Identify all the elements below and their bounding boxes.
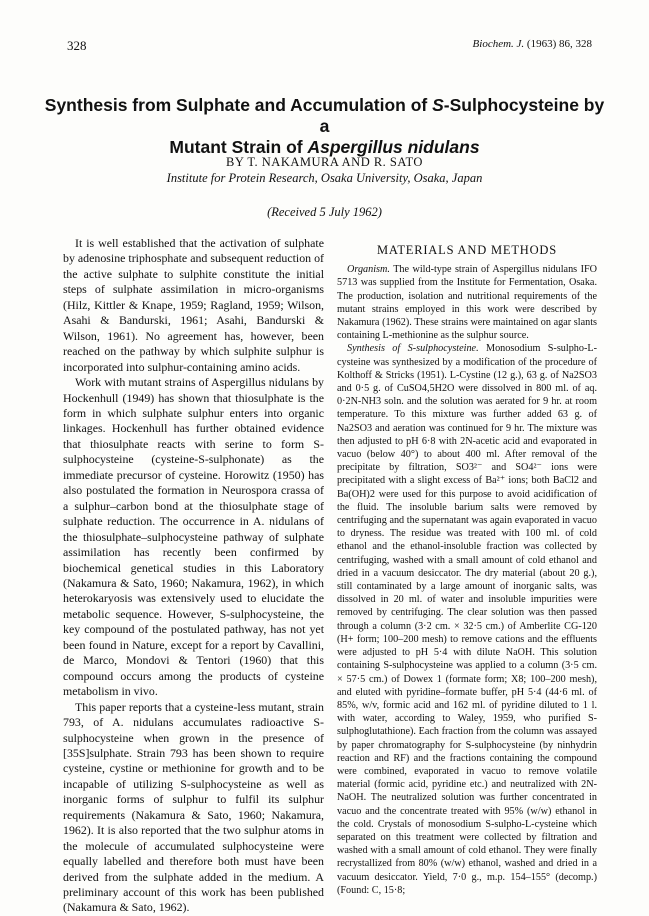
synthesis-run-in-head: Synthesis of S-sulphocysteine. [347, 343, 479, 355]
methods-paragraph-organism [337, 263, 597, 342]
journal-volume-page: (1963) 86, 328 [526, 38, 592, 50]
organism-run-in-head: Organism. [347, 264, 390, 276]
intro-paragraph-2: Work with mutant strains of Aspergillus nidulans by Hockenhull (1949) has shown that thiosulphate is the form in which sulphate sulphur enters into organic linkages. Hockenhull has further obtained evidence that thiosulphate reacts with serine to form S-sulphocysteine (cysteine-S-sulphonate) as the immediate precursor of cysteine. Horowitz (1950) has also postulated the formation in Neurospora crassa of a sulphur–carbon bond at the thiosulphate stage of sulphate reduction. The occurrence in A. nidulans of the thiosulphate–sulphocysteine pathway of sulphate assimilation has recently been confirmed by biochemical genetical studies in this Laboratory (Nakamura & Sato, 1960; Nakamura, 1962), in which heterokaryosis was extensively used to elucidate the metabolic sequence. However, S-sulphocysteine, the key compound of the postulated pathway, has not yet been found in Nature, except for a report by Cavallini, de Marco, Mondovi & Tentori (1960) that this compound occurs among the products of cysteine metabolism in vivo. [63, 375, 324, 699]
synthesis-text: Monosodium S-sulpho-L-cysteine was synthesized by a modification of the procedure of Kolthoff & Stricks (1951). L-Cystine (12 g.), 63 g. of Na2SO3 and 0·5 g. of CuSO4,5H2O were dissolved in 800 ml. of aq. 0·2N-NH3 soln. and the solution was aerated for 9 hr. at room temperature. To this mixture was further added 63 g. of Na2SO3 and aeration was continued for 9 hr. The mixture was then adjusted to pH 6·8 with 2N-acetic acid and evaporated in vacuo (below 40°) to about 400 ml. After removal of the precipitate by filtration, SO3²⁻ and SO4²⁻ ions were precipitated with a slight excess of Ba²⁺ ions; both BaCl2 and Ba(OH)2 were used for this purpose to avoid acidification of the fluid. The insoluble barium salts were removed by centrifuging and the supernatant was again evaporated in vacuo to dryness. The residue was treated with 100 ml. of cold ethanol and the ethanol-insoluble fraction was collected by centrifuging, washed with a small amount of cold ethanol and dried in a vacuum desiccator. The dry material (about 20 g.), still contaminated by a large amount of inorganic salts, was dissolved in 20 ml. of water and insoluble impurities were removed by centrifuging. The clear solution was then passed through a column (3·2 cm. × 32·5 cm.) of Amberlite CG-120 (H+ form; 100–200 mesh) to remove cations and the effluents were adjusted to pH 5·4 with dilute NaOH. This solution containing S-sulphocysteine was applied to a column (3·5 cm. × 57·5 cm.) of Dowex 1 (formate form; X8; 100–200 mesh), and eluted with pyridine–formate buffer, pH 5·4 (44·6 ml. of 85%, w/v, formic acid and 162 ml. of pyridine diluted to 1 l. with water, according to Waley, 1959, who purified S-sulphoglutathione). Each fraction from the column was assayed by paper chromatography for S-sulphocysteine (by ninhydrin reaction and RF) and the fractions containing the compound were combined, evaporated in vacuo to remove volatile material (formic acid, pyridine etc.) and neutralized with 2N-NaOH. The neutralized solution was further concentrated in vacuo and the concentrate treated with 95% (w/w) ethanol in the cold. Crystals of monosodium S-sulpho-L-cysteine which separated on this treatment were collected by filtration and washed with a small amount of cold ethanol. They were finally recrystallized from 80% (w/w) ethanol, washed and dried in a vacuum desiccator. Yield, 7·0 g., m.p. 154–155° (decomp.) (Found: C, 15·8; [337, 343, 597, 896]
title-italic-2: Aspergillus nidulans [307, 137, 480, 157]
authors: BY T. NAKAMURA AND R. SATO [226, 155, 423, 169]
title-part-2: -Sulphocysteine by a [319, 95, 605, 136]
intro-paragraph-3: This paper reports that a cysteine-less mutant, strain 793, of A. nidulans accumulates radioactive S-sulphocysteine when grown in the presence of [35S]sulphate. Strain 793 has been shown to require cysteine, cystine or methionine for growth and to be incapable of utilizing S-sulphocysteine as well as inorganic forms of sulphur to fulfil its sulphur requirements (Nakamura & Sato, 1960; Nakamura, 1962). It is also reported that the two sulphur atoms in the molecule of accumulated sulphocysteine were equally labelled and therefore both must have been derived from the sulphate added in the medium. A preliminary account of this work has been published (Nakamura & Sato, 1962). [63, 699, 324, 915]
intro-paragraph-1: It is well established that the activation of sulphate by adenosine triphosphate and subsequent reduction of the active sulphate to sulphite constitute the initial steps of sulphate assimilation in micro-organisms (Hilz, Kittler & Knape, 1959; Ragland, 1959; Wilson, Asahi & Bandurski, 1961; Asahi, Bandurski & Wilson, 1961). No agreement has, however, been reached on the pathway by which sulphite sulphur is incorporated into sulphur-containing amino acids. [63, 236, 324, 374]
right-column [337, 236, 597, 897]
organism-text: The wild-type strain of Aspergillus nidulans IFO 5713 was supplied from the Institute for Fermentation, Osaka. The production, isolation and nutritional requirements of the mutant strains employed in this work were described by Nakamura (1962). These strains were maintained on agar slants containing L-methionine as the sulphur source. [337, 264, 597, 342]
article-title [40, 95, 609, 158]
methods-paragraph-synthesis [337, 342, 597, 897]
journal-reference [473, 38, 592, 50]
received-date: (Received 5 July 1962) [267, 205, 382, 219]
title-part-3: Mutant Strain of [169, 137, 308, 157]
institute: Institute for Protein Research, Osaka University, Osaka, Japan [166, 171, 483, 185]
section-heading: MATERIALS AND METHODS [376, 243, 557, 257]
journal-name: Biochem. J. [472, 38, 525, 50]
left-column [63, 236, 324, 916]
title-part-1: Synthesis from Sulphate and Accumulation of [44, 95, 433, 115]
page-number: 328 [67, 38, 87, 53]
title-italic-1: S [432, 95, 444, 115]
